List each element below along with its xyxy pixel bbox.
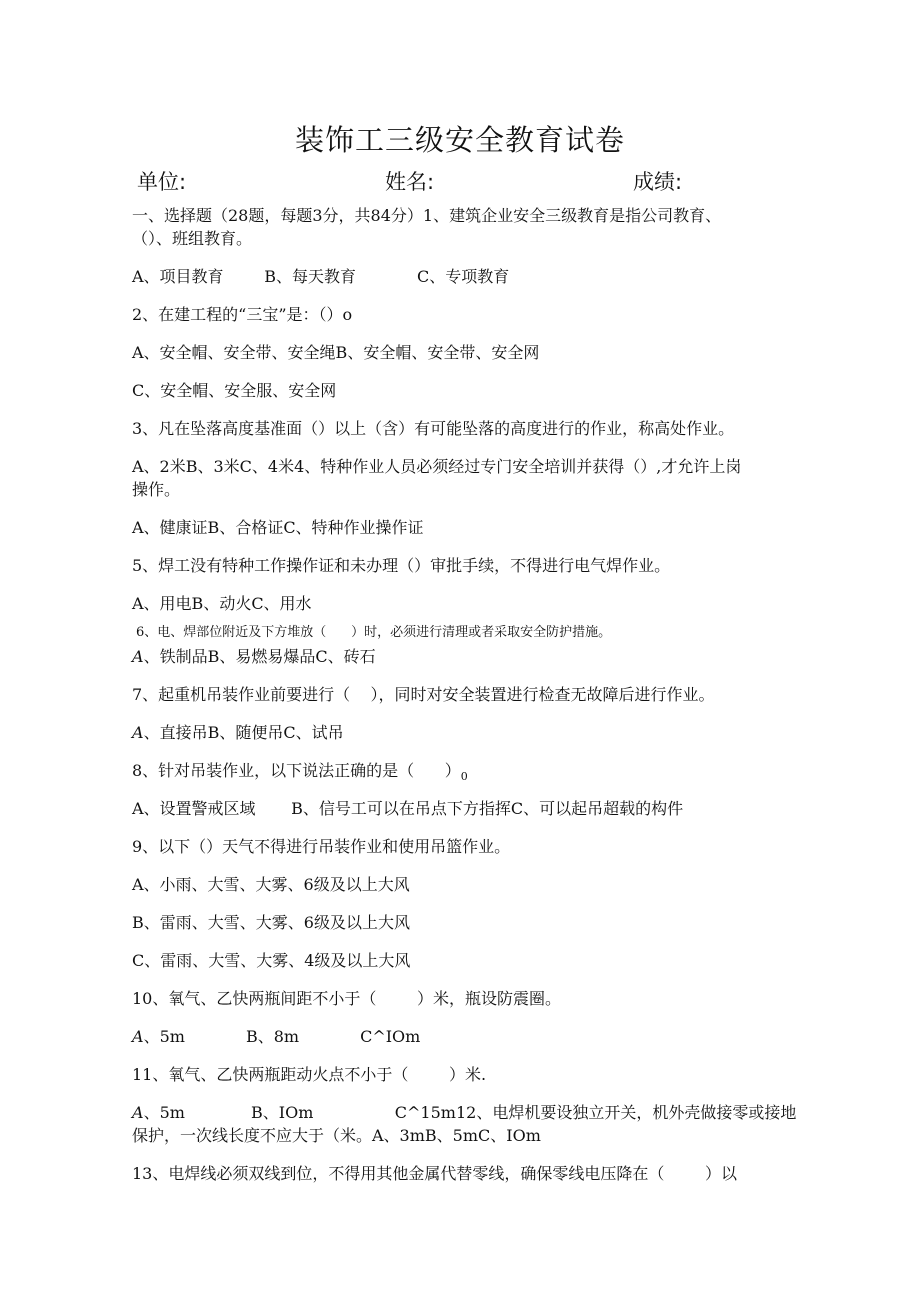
text-line-body: 、铁制品B、易燃易爆品C、砖石 bbox=[143, 647, 376, 666]
option-letter: A bbox=[132, 1103, 144, 1122]
name-label: 姓名: bbox=[385, 170, 435, 194]
text-line: 保护，一次线长度不应大于（米。A、3mB、5mC、IOm bbox=[132, 1126, 541, 1145]
text-line bbox=[132, 1100, 796, 1123]
text-line: A、用电B、动火C、用水 bbox=[132, 594, 312, 613]
text-line-body: 8、针对吊装作业，以下说法正确的是（ ） bbox=[132, 761, 461, 780]
text-line: 一、选择题（28题，每题3分，共84分）1、建筑企业安全三级教育是指公司教育、 bbox=[132, 206, 722, 225]
text-line bbox=[132, 644, 376, 667]
option-letter: A bbox=[132, 723, 144, 742]
text-line bbox=[132, 758, 468, 783]
text-line: 13、电焊线必须双线到位，不得用其他金属代替零线，确保零线电压降在（ ）以 bbox=[132, 1164, 738, 1183]
trailing-mark: 0 bbox=[460, 770, 468, 783]
text-line bbox=[132, 1024, 420, 1047]
option-letter: A bbox=[132, 1027, 144, 1046]
text-line: B、雷雨、大雪、大雾、6级及以上大风 bbox=[132, 913, 410, 932]
text-line-body: 、5m B、IOm C^15m12、电焊机要设独立开关，机外壳做接零或接地 bbox=[143, 1103, 797, 1122]
text-line: C、雷雨、大雪、大雾、4级及以上大风 bbox=[132, 951, 411, 970]
text-line-body: 、5m B、8m C^IOm bbox=[143, 1027, 421, 1046]
text-line: 操作。 bbox=[132, 480, 181, 499]
text-line: A、安全帽、安全带、安全绳B、安全帽、安全带、安全网 bbox=[132, 343, 540, 362]
text-line: 3、凡在坠落高度基准面（）以上（含）有可能坠落的高度进行的作业，称高处作业。 bbox=[132, 419, 735, 438]
text-line: C、安全帽、安全服、安全网 bbox=[132, 381, 337, 400]
text-line: 2、在建工程的“三宝”是：（）o bbox=[132, 305, 353, 324]
unit-label: 单位: bbox=[137, 170, 187, 194]
option-letter: A bbox=[132, 647, 144, 666]
text-line: 6、电、焊部位附近及下方堆放（ ）时，必须进行清理或者采取安全防护措施。 bbox=[136, 625, 612, 640]
score-label: 成绩: bbox=[633, 170, 683, 194]
text-line-body: 、直接吊B、随便吊C、试吊 bbox=[143, 723, 344, 742]
text-line: A、设置警戒区域 B、信号工可以在吊点下方指挥C、可以起吊超载的构件 bbox=[132, 799, 684, 818]
text-line: 9、以下（）天气不得进行吊装作业和使用吊篮作业。 bbox=[132, 837, 511, 856]
text-line: A、小雨、大雪、大雾、6级及以上大风 bbox=[132, 875, 410, 894]
text-line bbox=[132, 720, 344, 743]
text-line: 10、氧气、乙快两瓶间距不小于（ ）米，瓶设防震圈。 bbox=[132, 989, 562, 1008]
exam-title: 装饰工三级安全教育试卷 bbox=[294, 123, 625, 157]
text-line: A、项目教育 B、每天教育 C、专项教育 bbox=[132, 267, 510, 286]
text-line: 7、起重机吊装作业前要进行（ ），同时对安全装置进行检查无故障后进行作业。 bbox=[132, 685, 715, 704]
text-line: 11、氧气、乙快两瓶距动火点不小于（ ）米. bbox=[132, 1065, 487, 1084]
text-line: （）、班组教育。 bbox=[132, 229, 253, 248]
text-line: A、健康证B、合格证C、特种作业操作证 bbox=[132, 518, 424, 537]
text-line: A、2米B、3米C、4米4、特种作业人员必须经过专门安全培训并获得（）,才允许上岗 bbox=[132, 457, 742, 476]
text-line: 5、焊工没有特种工作操作证和未办理（）审批手续，不得进行电气焊作业。 bbox=[132, 556, 671, 575]
